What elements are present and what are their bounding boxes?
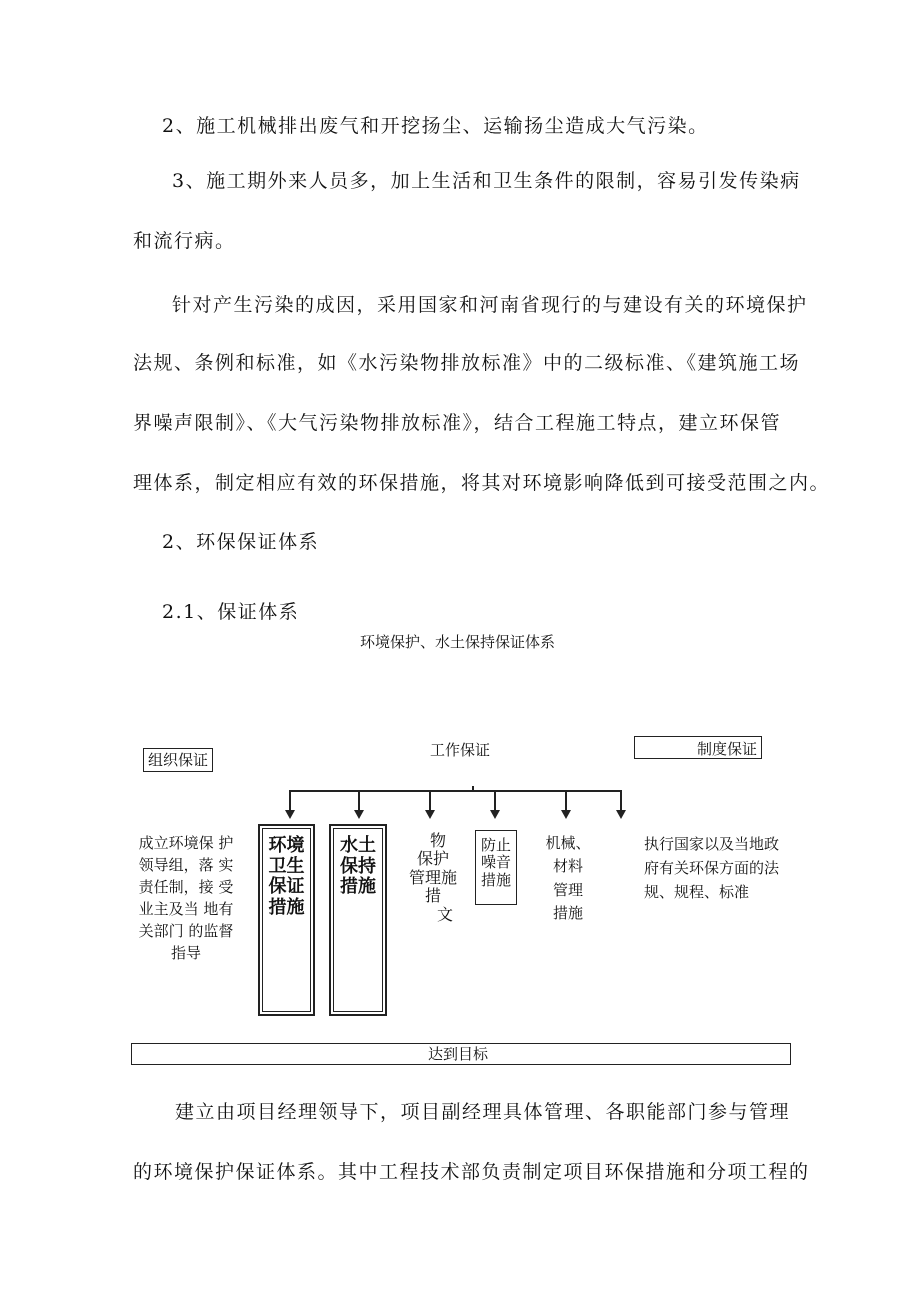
work-guarantee-label: 工作保证 (430, 741, 491, 759)
arrow-head (616, 810, 626, 819)
machinery-text: 机械、 材料 管理 措施 (545, 834, 591, 922)
arrow-head (561, 810, 571, 819)
arrow-shaft (289, 790, 291, 812)
arrow-head (285, 810, 295, 819)
paragraph-line: 界噪声限制》、《大气污染物排放标准》，结合工程施工特点，建立环保管 (133, 412, 782, 434)
organization-guarantee-box: 组织保证 (143, 748, 213, 772)
system-guarantee-label: 制度保证 (697, 740, 758, 758)
arrow-shaft (494, 790, 496, 812)
section-heading: 2、环保保证体系 (162, 531, 320, 553)
right-description: 执行国家以及当地政 府有关环保方面的法 规、规程、标准 (644, 835, 780, 901)
noise-prevention-box (475, 830, 517, 905)
system-guarantee-box (634, 736, 762, 759)
paragraph-line: 建立由项目经理领导下，项目副经理具体管理、各职能部门参与管理 (175, 1101, 791, 1123)
connector-horizontal (289, 790, 622, 792)
environment-sanitation-box (258, 824, 315, 1016)
left-description: 成立环境保 护 领导组，落 实 责任制，接 受 业主及当 地有 关部门 的监督 指导 (138, 834, 234, 962)
arrow-shaft (358, 790, 360, 812)
paragraph-line: 针对产生污染的成因，采用国家和河南省现行的与建设有关的环境保护 (172, 294, 808, 316)
connector-stub (472, 786, 474, 791)
arrow-head (354, 810, 364, 819)
target-bar (131, 1043, 791, 1065)
arrow-head (490, 810, 500, 819)
soil-water-text: 水土 保持 措施 (340, 835, 376, 898)
noise-prevention-text: 防止 噪音 措施 (480, 836, 511, 889)
soil-water-box (329, 824, 387, 1016)
arrow-shaft (620, 790, 622, 812)
subsection-heading: 2.1、保证体系 (162, 601, 300, 623)
paragraph-line: 法规、条例和标准，如《水污染物排放标准》中的二级标准、《建筑施工场 (133, 352, 801, 374)
cultural-relic-text: 物 保护 管理施 措 文 (408, 831, 457, 924)
arrow-shaft (565, 790, 567, 812)
paragraph-line: 理体系，制定相应有效的环保措施，将其对环境影响降低到可接受范围之内。 (133, 472, 831, 494)
diagram-title: 环境保护、水土保持保证体系 (360, 633, 556, 651)
environment-sanitation-text: 环境 卫生 保证 措施 (268, 835, 305, 919)
arrow-shaft (429, 790, 431, 812)
paragraph-line: 2、施工机械排出废气和开挖扬尘、运输扬尘造成大气污染。 (162, 115, 709, 137)
paragraph-line: 3、施工期外来人员多，加上生活和卫生条件的限制，容易引发传染病 (172, 170, 801, 192)
target-label: 达到目标 (428, 1045, 489, 1063)
paragraph-line: 和流行病。 (133, 230, 236, 252)
paragraph-line: 的环境保护保证体系。其中工程技术部负责制定项目环保措施和分项工程的 (133, 1161, 810, 1183)
arrow-head (425, 810, 435, 819)
